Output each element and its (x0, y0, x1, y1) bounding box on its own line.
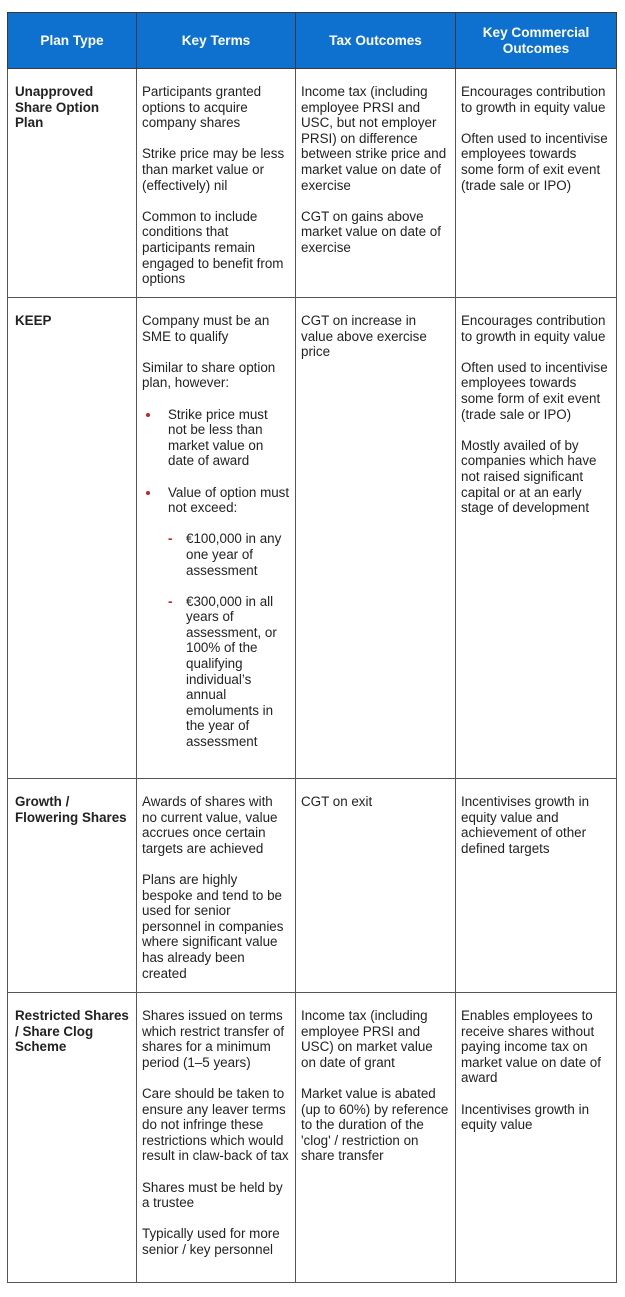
header-plan-type: Plan Type (8, 13, 137, 69)
tax-outcome: CGT on exit (301, 794, 373, 809)
tax-outcomes-cell (296, 993, 456, 1283)
commercial-outcomes-cell (456, 298, 617, 779)
bullet-text: Strike price must not be less than market value on date of award (168, 406, 268, 469)
commercial-outcome: Often used to incentivise employees towards some form of exit event (trade sale or IPO) (461, 130, 608, 193)
table-row (8, 993, 617, 1283)
commercial-outcome: Incentivises growth in equity value and achievement of other defined targets (461, 794, 590, 856)
commercial-outcome: Encourages contribution to growth in equity value (461, 313, 606, 344)
key-term: Plans are highly bespoke and tend to be used for senior personnel in companies where significant value has already been created (142, 871, 284, 981)
commercial-outcome: Incentivises growth in equity value (461, 1101, 590, 1133)
header-commercial-outcomes: Key Commercial Outcomes (456, 13, 617, 69)
tax-outcome: Market value is abated (up to 60%) by reference to the duration of the 'clog' / restriction on share transfer (301, 1085, 449, 1164)
key-term: Care should be taken to ensure any leaver terms do not infringe these restrictions which would result in claw-back of tax (142, 1085, 289, 1164)
key-terms-cell (137, 69, 296, 298)
commercial-outcomes-cell (456, 993, 617, 1283)
key-term: Participants granted options to acquire company shares (142, 84, 262, 131)
tax-outcome: Income tax (including employee PRSI and USC) on market value on date of grant (301, 1008, 433, 1070)
tax-outcomes-cell (296, 69, 456, 298)
tax-outcomes-cell (296, 298, 456, 779)
commercial-outcome: Encourages contribution to growth in equity value (461, 84, 606, 115)
dash-icon: - (168, 593, 173, 609)
list-item (142, 485, 290, 750)
tax-outcome: Income tax (including employee PRSI and USC, but not employer PRSI) on difference between strike price and market value on date of exercise (301, 84, 447, 193)
key-terms-cell (137, 779, 296, 993)
bullet-text: Value of option must not exceed: (168, 484, 290, 516)
table-header-row (8, 13, 617, 69)
commercial-outcome: Mostly availed of by companies which have not raised significant capital or at an early stage of development (461, 437, 597, 516)
header-key-terms: Key Terms (137, 13, 296, 69)
tax-outcomes-cell (296, 779, 456, 993)
table-row (8, 298, 617, 779)
list-item (168, 594, 290, 750)
list-item (142, 407, 290, 469)
plan-type-cell: KEEP (8, 298, 137, 779)
dash-icon: - (168, 531, 173, 547)
bullet-icon (146, 491, 150, 495)
key-term: Typically used for more senior / key personnel (142, 1226, 280, 1257)
key-term: Similar to share option plan, however: (142, 359, 276, 391)
table-row (8, 779, 617, 993)
key-term: Shares must be held by a trustee (142, 1179, 283, 1211)
key-terms-cell (137, 298, 296, 779)
table-row (8, 69, 617, 298)
bullet-icon (146, 413, 150, 417)
tax-outcome: CGT on gains above market value on date of exercise (301, 208, 441, 255)
key-term: Common to include conditions that participants remain engaged to benefit from options (142, 208, 284, 287)
key-term: Shares issued on terms which restrict transfer of shares for a minimum period (1–5 years) (142, 1008, 285, 1070)
commercial-outcome: Enables employees to receive shares without paying income tax on market value on date of award (461, 1008, 601, 1086)
commercial-outcomes-cell (456, 69, 617, 298)
subpoint-text: €300,000 in all years of assessment, or 100% of the qualifying individual’s annual emoluments in the year of assessment (186, 593, 277, 750)
commercial-outcomes-cell (456, 779, 617, 993)
key-term: Strike price may be less than market value or (effectively) nil (142, 146, 285, 193)
subpoint-text: €100,000 in any one year of assessment (186, 531, 282, 578)
plan-type-cell: Growth / Flowering Shares (8, 779, 137, 993)
key-terms-cell (137, 993, 296, 1283)
header-tax-outcomes: Tax Outcomes (296, 13, 456, 69)
key-term: Awards of shares with no current value, value accrues once certain targets are achieved (142, 794, 278, 856)
list-item (168, 531, 290, 578)
key-terms-subpoint-list (168, 531, 290, 749)
key-terms-bullet-list (142, 407, 290, 750)
share-plans-table (7, 12, 617, 1283)
key-term: Company must be an SME to qualify (142, 313, 270, 344)
plan-type-cell: Unapproved Share Option Plan (8, 69, 137, 298)
commercial-outcome: Often used to incentivise employees towards some form of exit event (trade sale or IPO) (461, 359, 608, 422)
tax-outcome: CGT on increase in value above exercise price (301, 313, 427, 360)
plan-type-cell: Restricted Shares / Share Clog Scheme (8, 993, 137, 1283)
